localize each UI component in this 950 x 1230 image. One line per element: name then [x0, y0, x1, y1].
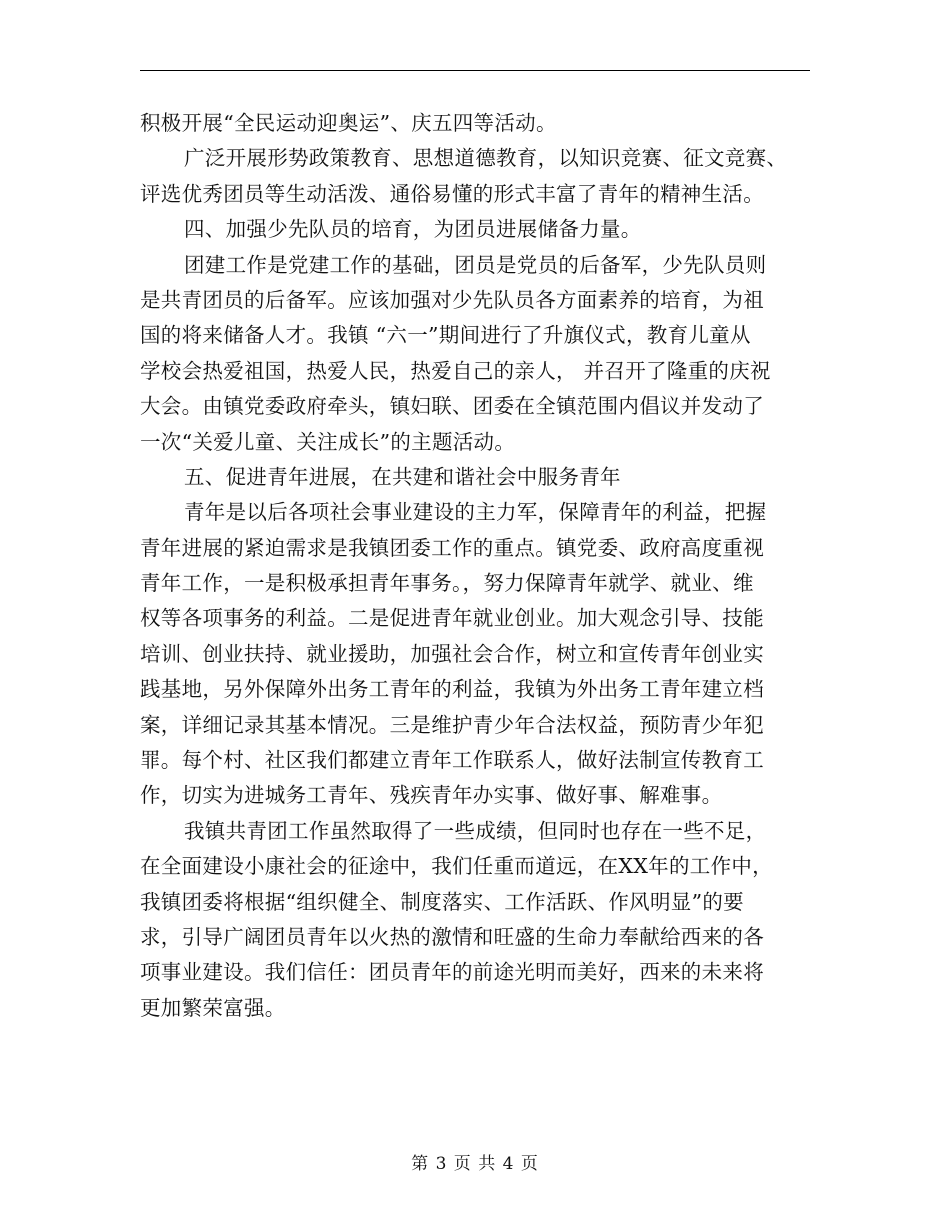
text-line: 案，详细记录其基本情况。三是维护青少年合法权益，预防青少年犯 — [140, 712, 764, 737]
text-line: 我镇团委将根据“组织健全、制度落实、工作活跃、作风明显”的要 — [140, 889, 744, 914]
text-line: 团建工作是党建工作的基础，团员是党员的后备军，少先队员则 — [184, 252, 767, 277]
text-line: 罪。每个村、社区我们都建立青年工作联系人，做好法制宣传教育工 — [140, 748, 764, 773]
text-line: 在全面建设小康社会的征途中，我们任重而道远，在XX年的工作中， — [140, 854, 773, 879]
text-line: 广泛开展形势政策教育、思想道德教育，以知识竞赛、征文竞赛、 — [184, 146, 788, 171]
text-line: 我镇共青团工作虽然取得了一些成绩，但同时也存在一些不足， — [184, 818, 767, 843]
text-line: 五、促进青年进展，在共建和谐社会中服务青年 — [184, 464, 621, 489]
text-line: 国的将来储备人才。我镇 “六一”期间进行了升旗仪式，教育儿童从 — [140, 323, 751, 348]
text-line: 积极开展“全民运动迎奥运”、庆五四等活动。 — [140, 111, 557, 135]
text-line: 践基地，另外保障外出务工青年的利益，我镇为外出务工青年建立档 — [140, 677, 764, 702]
text-line: 青年工作，一是积极承担青年事务。，努力保障青年就学、就业、维 — [140, 571, 754, 596]
text-line: 作，切实为进城务工青年、残疾青年办实事、做好事、解难事。 — [140, 783, 723, 808]
text-line: 青年是以后各项社会事业建设的主力军，保障青年的利益，把握 — [184, 500, 767, 525]
text-line: 评选优秀团员等生动活泼、通俗易懂的形式丰富了青年的精神生活。 — [140, 181, 764, 206]
text-line: 是共青团员的后备军。应该加强对少先队员各方面素养的培育，为祖 — [140, 287, 764, 312]
document-body — [140, 106, 810, 1026]
text-line: 四、加强少先队员的培育，为团员进展储备力量。 — [184, 217, 642, 242]
text-line: 青年进展的紧迫需求是我镇团委工作的重点。镇党委、政府高度重视 — [140, 535, 764, 560]
text-line: 一次“关爱儿童、关注成长”的主题活动。 — [140, 429, 516, 454]
text-line: 更加繁荣富强。 — [140, 995, 286, 1020]
text-line: 项事业建设。我们信任：团员青年的前途光明而美好，西来的未来将 — [140, 960, 764, 985]
header-rule — [140, 70, 810, 71]
text-line: 学校会热爱祖国，热爱人民，热爱自己的亲人， 并召开了隆重的庆祝 — [140, 358, 771, 383]
text-line: 大会。由镇党委政府牵头，镇妇联、团委在全镇范围内倡议并发动了 — [140, 394, 764, 419]
text-line: 求，引导广阔团员青年以火热的激情和旺盛的生命力奉献给西来的各 — [140, 924, 764, 949]
text-line: 培训、创业扶持、就业援助，加强社会合作，树立和宣传青年创业实 — [140, 641, 764, 666]
page-footer: 第 3 页 共 4 页 — [411, 1154, 539, 1174]
text-line: 权等各项事务的利益。二是促进青年就业创业。加大观念引导、技能 — [140, 606, 764, 631]
